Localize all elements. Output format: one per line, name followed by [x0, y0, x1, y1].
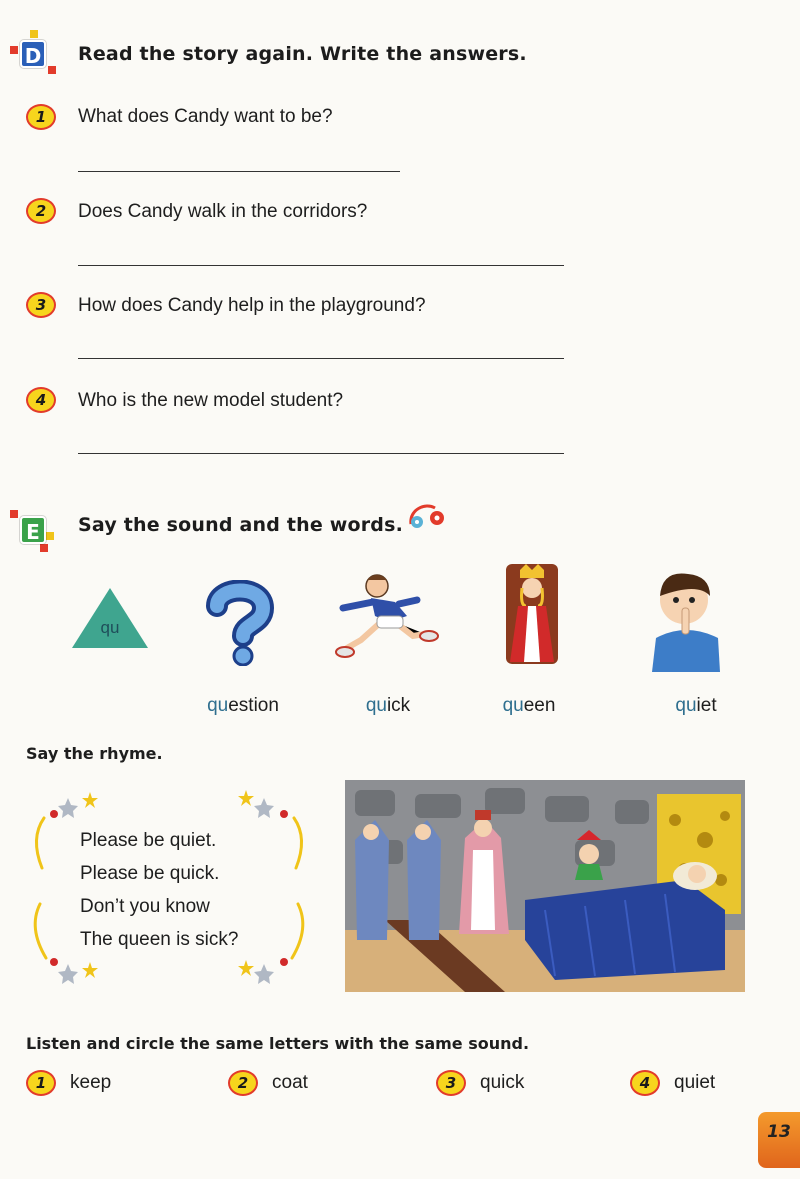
- question-number: 3: [26, 292, 56, 318]
- word-quick: [318, 695, 458, 717]
- section-d-letter: D: [20, 40, 46, 68]
- page-number: 13: [758, 1112, 800, 1168]
- quiet-boy-picture: [648, 566, 724, 672]
- answer-line[interactable]: [78, 358, 564, 359]
- word-quiet: [626, 695, 766, 717]
- question-number: 2: [26, 198, 56, 224]
- word-quiet-qu: qu: [675, 695, 697, 716]
- question-text: What does Candy want to be?: [78, 106, 333, 127]
- rhyme-heading: Say the rhyme.: [26, 744, 163, 763]
- section-d-title: Read the story again. Write the answers.: [78, 43, 527, 65]
- sound-label: qu: [100, 618, 120, 637]
- sick-queen-illustration: [345, 780, 745, 992]
- item-word[interactable]: quiet: [674, 1072, 716, 1093]
- question-text: How does Candy help in the playground?: [78, 295, 426, 316]
- section-e-letter: E: [20, 516, 46, 544]
- section-d-badge: [10, 30, 58, 78]
- section-e-title: Say the sound and the words.: [78, 514, 404, 536]
- item-word[interactable]: keep: [70, 1072, 112, 1093]
- answer-line[interactable]: [78, 171, 400, 172]
- running-boy-picture: [325, 570, 445, 670]
- word-quick-qu: qu: [365, 695, 387, 716]
- answer-line[interactable]: [78, 265, 564, 266]
- question-text: Who is the new model student?: [78, 390, 344, 411]
- word-quick-rest: ick: [386, 695, 411, 716]
- item-number: 3: [436, 1070, 466, 1096]
- item-number: 4: [630, 1070, 660, 1096]
- rhyme-line: Please be quiet.: [80, 830, 217, 851]
- item-number: 1: [26, 1070, 56, 1096]
- rhyme-line: Please be quick.: [80, 863, 220, 884]
- item-word[interactable]: coat: [272, 1072, 308, 1093]
- question-number: 4: [26, 387, 56, 413]
- item-word[interactable]: quick: [480, 1072, 525, 1093]
- word-queen-rest: een: [523, 695, 556, 716]
- rhyme-line: The queen is sick?: [80, 929, 239, 950]
- answer-line[interactable]: [78, 453, 564, 454]
- word-quiet-rest: iet: [696, 695, 717, 716]
- rhyme-line: Don’t you know: [80, 896, 210, 917]
- question-mark-picture: [205, 580, 275, 666]
- word-queen: [459, 695, 599, 717]
- queen-picture: [500, 562, 564, 672]
- audio-cd-icon[interactable]: [405, 500, 449, 536]
- question-text: Does Candy walk in the corridors?: [78, 201, 368, 222]
- item-number: 2: [228, 1070, 258, 1096]
- word-queen-qu: qu: [502, 695, 524, 716]
- listen-heading: Listen and circle the same letters with the same sound.: [26, 1034, 530, 1053]
- question-number: 1: [26, 104, 56, 130]
- word-question: [173, 695, 313, 717]
- section-e-badge: [10, 506, 58, 554]
- word-question-rest: estion: [228, 695, 279, 716]
- word-question-qu: qu: [207, 695, 229, 716]
